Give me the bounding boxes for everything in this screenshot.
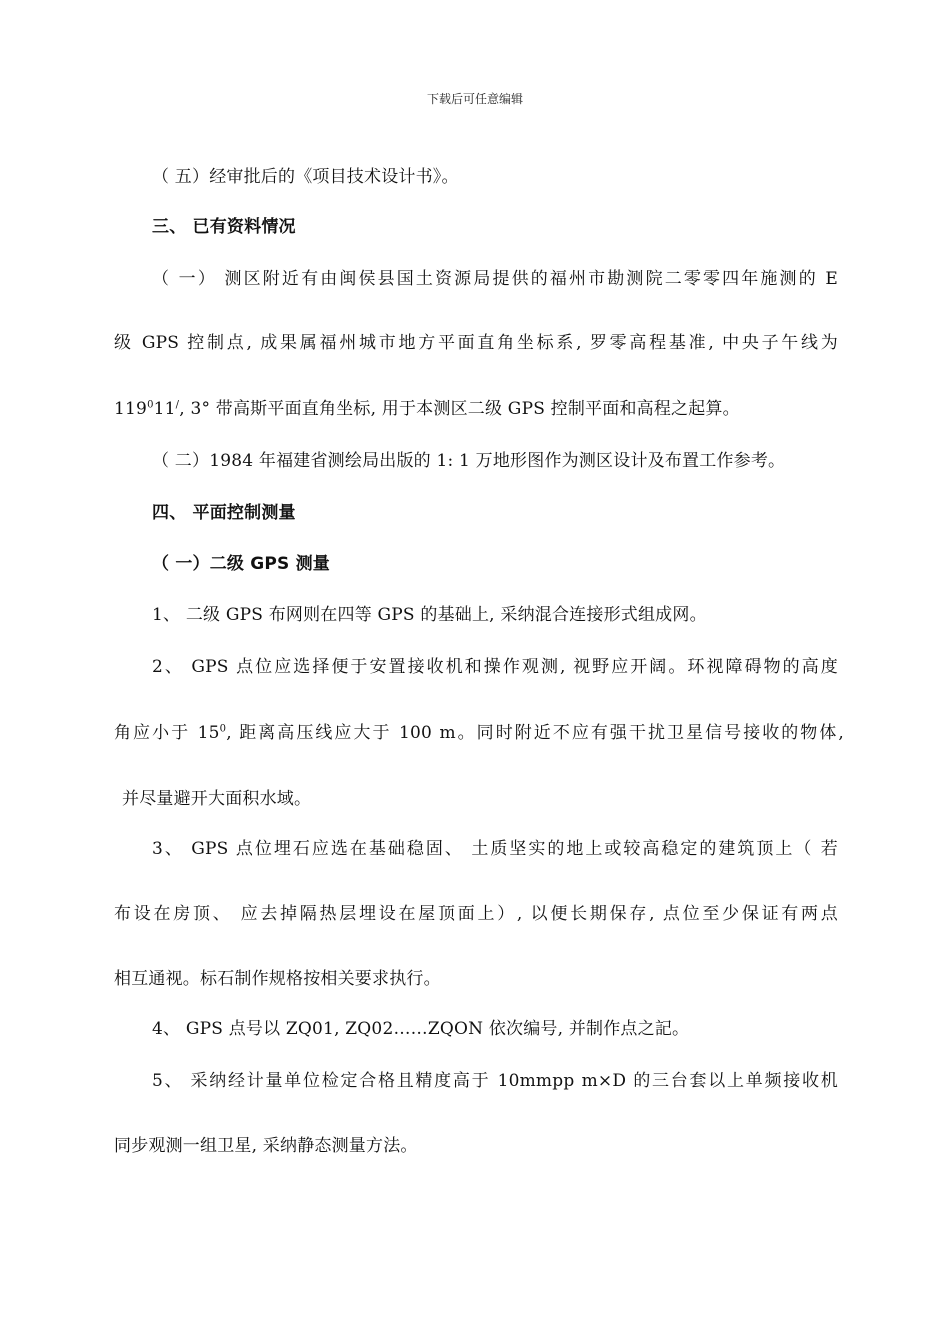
list-item-5-line1: 5、 采纳经计量单位检定合格且精度高于 10mmpp m×D 的三台套以上单频接收机 <box>152 1071 838 1091</box>
list-item-2-line1: 2、 GPS 点位应选择便于安置接收机和操作观测, 视野应开阔。环视障碍物的高度 <box>152 657 838 677</box>
paragraph-control-points-line1: （ 一） 测区附近有由闽侯县国土资源局提供的福州市勘测院二零零四年施测的 E <box>152 269 838 289</box>
list-item-1: 1、 二级 GPS 布网则在四等 GPS 的基础上, 采纳混合连接形式组成网。 <box>152 605 707 625</box>
list-item-3-line3: 相互通视。标石制作规格按相关要求执行。 <box>114 969 441 989</box>
paragraph-topographic-map: （ 二）1984 年福建省测绘局出版的 1: 1 万地形图作为测区设计及布置工作参考。 <box>152 451 786 471</box>
angle-text: 角应小于 15 <box>114 723 220 743</box>
meridian-minutes: 11 <box>153 399 176 419</box>
minute-sup: / <box>175 399 180 411</box>
section-heading-existing-materials: 三、 已有资料情况 <box>152 217 296 237</box>
list-item-3-line2: 布设在房顶、 应去掉隔热层埋设在屋顶面上）, 以便长期保存, 点位至少保证有两点 <box>114 904 838 924</box>
page-header-note: 下载后可任意编辑 <box>426 92 523 106</box>
angle-sup: 0 <box>219 723 227 735</box>
list-item-4: 4、 GPS 点号以 ZQ01, ZQ02……ZQON 依次编号, 并制作点之記。 <box>152 1019 690 1039</box>
meridian-rest: , 3° 带高斯平面直角坐标, 用于本测区二级 GPS 控制平面和高程之起算。 <box>179 399 740 419</box>
list-item-2-line2 <box>114 722 844 744</box>
section-heading-plane-control: 四、 平面控制测量 <box>152 503 296 523</box>
subsection-heading-gps-survey: （ 一）二级 GPS 测量 <box>152 554 331 574</box>
paragraph-control-points-line2: 级 GPS 控制点, 成果属福州城市地方平面直角坐标系, 罗零高程基准, 中央子午线为 <box>114 333 838 353</box>
list-item-3-line1: 3、 GPS 点位埋石应选在基础稳固、 土质坚实的地上或较高稳定的建筑顶上（ 若 <box>152 839 838 859</box>
list-item-5-line2: 同步观测一组卫星, 采纳静态测量方法。 <box>114 1136 418 1156</box>
degree-sup: 0 <box>147 399 154 411</box>
distance-text: , 距离高压线应大于 100 m。同时附近不应有强干扰卫星信号接收的物体, <box>226 723 844 743</box>
meridian-degrees: 119 <box>114 399 148 419</box>
paragraph-control-points-line3 <box>114 398 740 420</box>
list-item-2-line3: 并尽量避开大面积水域。 <box>122 789 312 809</box>
paragraph-approved-design-book: （ 五）经审批后的《项目技术设计书》。 <box>152 167 459 187</box>
